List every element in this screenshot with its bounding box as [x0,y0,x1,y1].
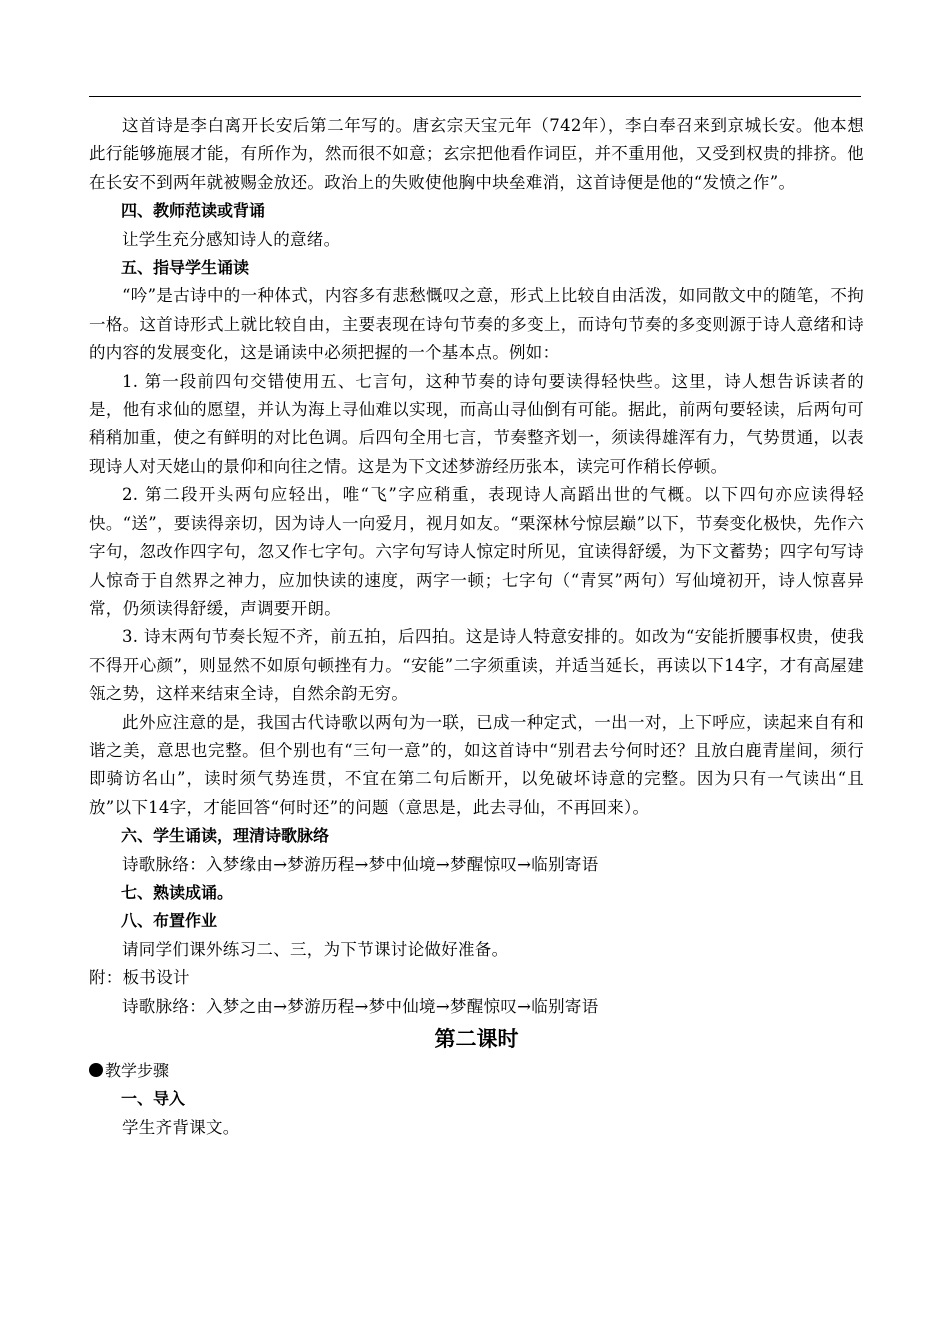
lesson-2-title: 第二课时 [434,1027,519,1051]
section-6-heading: 六、学生诵读，理清诗歌脉络 [121,826,330,846]
section-5-heading: 五、指导学生诵读 [121,258,250,278]
section-8-text: 请同学们课外练习二、三，为下节课讨论做好准备。 [122,939,509,959]
lesson-2-section-1-text: 学生齐背课文。 [122,1117,240,1137]
section-5-point-3: 3. 诗末两句节奏长短不齐，前五拍，后四拍。这是诗人特意安排的。如改为“安能折腰事权贵，使我不得开心颜”，则显然不如原句顿挫有力。“安能”二字须重读，并适当延长，再读以下14字，才有高屋建瓴之势，这样来结束全诗，自然余韵无穷。 [89,627,864,704]
section-4-heading: 四、教师范读或背诵 [121,201,266,221]
section-5-point-1: 1. 第一段前四句交错使用五、七言句，这种节奏的诗句要读得轻快些。这里，诗人想告诉读者的是，他有求仙的愿望，并认为海上寻仙难以实现，而高山寻仙倒有可能。据此，前两句要轻读，后两句可稍稍加重，使之有鲜明的对比色调。后四句全用七言，节奏整齐划一，须读得雄浑有力，气势贯通，以表现诗人对天姥山的景仰和向往之情。这是为下文述梦游经历张本，读完可作稍长停顿。 [89,371,864,476]
teaching-steps-title [89,1057,864,1085]
document-body [89,112,864,1142]
lesson-2-section-1-heading: 一、导入 [121,1089,186,1109]
section-8-heading: 八、布置作业 [121,911,218,931]
section-5-intro: “吟”是古诗中的一种体式，内容多有悲愁慨叹之意，形式上比较自由活泼，如同散文中的随笔，不拘一格。这首诗形式上就比较自由，主要表现在诗句节奏的多变上，而诗句节奏的多变则源于诗人意绪和诗的内容的发展变化，这是诵读中必须把握的一个基本点。例如： [89,286,864,363]
section-5-point-2: 2. 第二段开头两句应轻出，唯“飞”字应稍重，表现诗人高蹈出世的气概。以下四句亦应读得轻快。“送”，要读得亲切，因为诗人一向爱月，视月如友。“栗深林兮惊层巅”以下，节奏变化极快，先作六字句，忽改作四字句，忽又作七字句。六字句写诗人惊定时所见，宜读得舒缓，为下文蓄势；四字句写诗人惊奇于自然界之神力，应加快读的速度，两字一顿；七字句（“青冥”两句）写仙境初开，诗人惊喜异常，仍须读得舒缓，声调要开朗。 [89,485,864,618]
header-rule [89,96,861,97]
intro-paragraph: 这首诗是李白离开长安后第二年写的。唐玄宗天宝元年（742年），李白奉召来到京城长安。他本想此行能够施展才能，有所作为，然而很不如意；玄宗把他看作词臣，并不重用他，又受到权贵的排挤。他在长安不到两年就被赐金放还。政治上的失败使他胸中块垒难消，这首诗便是他的“发愤之作”。 [89,116,864,192]
section-6-text: 诗歌脉络：入梦缘由→梦游历程→梦中仙境→梦醒惊叹→临别寄语 [122,854,599,874]
section-5-note: 此外应注意的是，我国古代诗歌以两句为一联，已成一种定式，一出一对，上下呼应，读起来自有和谐之美，意思也完整。但个别也有“三句一意”的，如这首诗中“别君去兮何时还？且放白鹿青崖间，须行即骑访名山”，读时须气势连贯，不宜在第二句后断开，以免破坏诗意的完整。因为只有一气读出“且放”以下14字，才能回答“何时还”的问题（意思是，此去寻仙，不再回来）。 [89,712,864,817]
section-4-text: 让学生充分感知诗人的意绪。 [122,229,341,249]
section-7-heading: 七、熟读成诵。 [121,882,234,902]
appendix-label: 附：板书设计 [89,968,190,988]
appendix-text: 诗歌脉络：入梦之由→梦游历程→梦中仙境→梦醒惊叹→临别寄语 [122,996,599,1016]
teaching-steps-label: 教学步骤 [105,1061,170,1080]
filled-circle-icon [89,1063,103,1077]
